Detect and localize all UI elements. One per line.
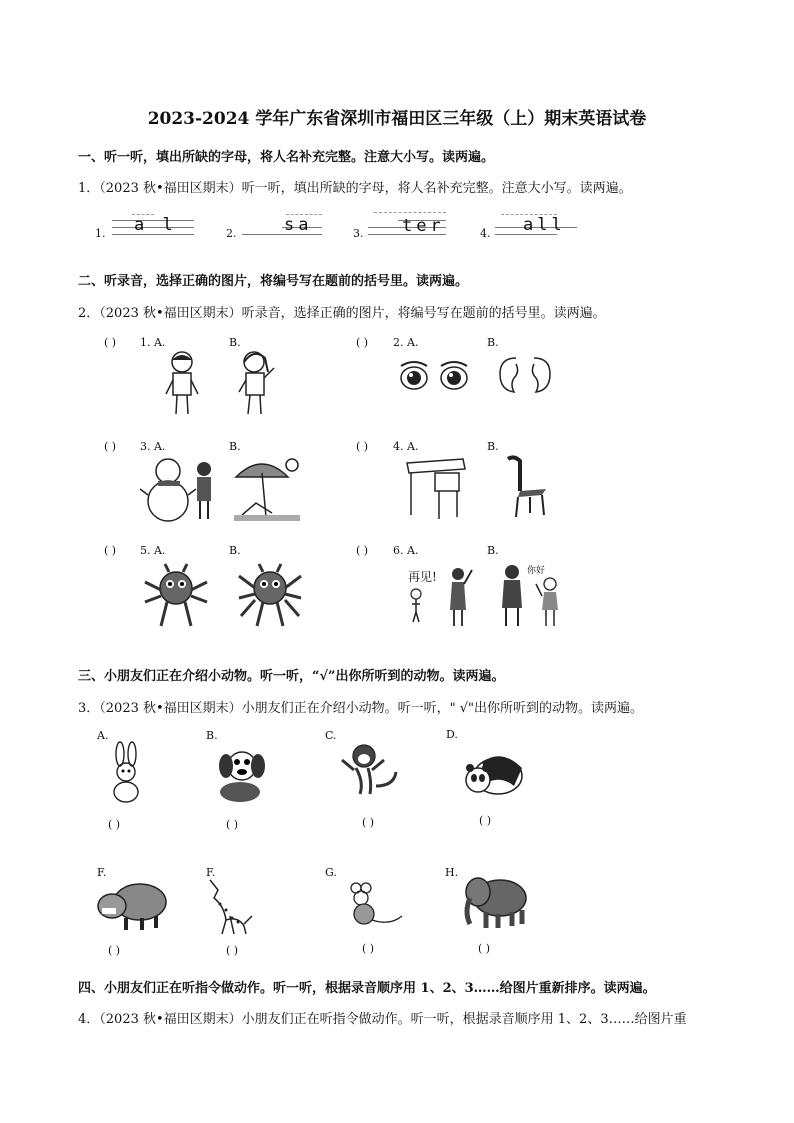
item-label-a: 1. A. xyxy=(140,336,166,349)
rabbit-icon xyxy=(102,742,150,804)
item-number: 4. xyxy=(480,227,491,240)
dog-icon xyxy=(210,746,272,804)
item-number: 2. xyxy=(226,227,237,240)
question-2-text: 2．（2023 秋•福田区期末）听录音，选择正确的图片，将编号写在题前的括号里。读两遍。 xyxy=(78,306,606,321)
handwritten-letters: ter xyxy=(402,216,445,236)
goodbye-scene-icon xyxy=(404,566,476,628)
item-label-a: 6. A. xyxy=(393,544,419,557)
speech-bubble-hello: 你好 xyxy=(527,566,546,576)
snowman-icon xyxy=(140,455,218,523)
section-2-heading: 二、听录音，选择正确的图片，将编号写在题前的括号里。读两遍。 xyxy=(78,274,469,289)
chair-icon xyxy=(502,455,550,521)
blank-item-2 xyxy=(226,222,237,241)
checkbox-paren: ( ) xyxy=(478,942,491,955)
item-label-b: B. xyxy=(487,544,499,557)
blank-item-4 xyxy=(480,222,491,241)
girl-waving-icon xyxy=(234,350,278,416)
section-1-heading: 一、听一听，填出所缺的字母，将人名补充完整。注意大小写。读两遍。 xyxy=(78,150,495,165)
item-label-b: B. xyxy=(229,544,241,557)
answer-paren: ( ) xyxy=(356,440,369,453)
blank-item-1 xyxy=(95,222,106,241)
answer-paren: ( ) xyxy=(104,336,117,349)
handwritten-letters: sa xyxy=(284,215,313,235)
handwriting-lines-1 xyxy=(112,212,194,236)
animal-label: B. xyxy=(206,729,218,742)
handwritten-letters: all xyxy=(523,215,566,235)
checkbox-paren: ( ) xyxy=(108,818,121,831)
item-label-a: 5. A. xyxy=(140,544,166,557)
answer-paren: ( ) xyxy=(356,544,369,557)
checkbox-paren: ( ) xyxy=(226,944,239,957)
item-label-a: 2. A. xyxy=(393,336,419,349)
checkbox-paren: ( ) xyxy=(226,818,239,831)
answer-paren: ( ) xyxy=(356,336,369,349)
checkbox-paren: ( ) xyxy=(479,814,492,827)
eyes-icon xyxy=(398,358,470,394)
section-4-heading: 四、小朋友们正在听指令做动作。听一听，根据录音顺序用 1、2、3……给图片重新排序。读两遍。 xyxy=(78,981,656,996)
handwriting-lines-4 xyxy=(495,212,577,236)
section-3-heading: 三、小朋友们正在介绍小动物。听一听，“√”出你所听到的动物。读两遍。 xyxy=(78,669,505,684)
elephant-icon xyxy=(460,872,532,932)
mouse-icon xyxy=(346,882,404,930)
item-number: 3. xyxy=(353,227,364,240)
checkbox-paren: ( ) xyxy=(362,942,375,955)
animal-label: A. xyxy=(97,729,109,742)
hello-scene-icon xyxy=(498,562,568,628)
panda-icon xyxy=(462,746,526,802)
animal-label: F. xyxy=(206,866,216,879)
answer-paren: ( ) xyxy=(104,440,117,453)
handwriting-lines-3 xyxy=(368,210,446,236)
answer-paren: ( ) xyxy=(104,544,117,557)
animal-label: C. xyxy=(325,729,337,742)
beach-umbrella-icon xyxy=(232,455,304,523)
question-1-text: 1．（2023 秋•福田区期末）听一听，填出所缺的字母，将人名补充完整。注意大小写。读两遍。 xyxy=(78,181,632,196)
spider-monster-icon xyxy=(143,562,209,632)
question-3-text: 3．（2023 秋•福田区期末）小朋友们正在介绍小动物。听一听，" √"出你所听到的动物。读两遍。 xyxy=(78,701,644,716)
page-title: 2023-2024 学年广东省深圳市福田区三年级（上）期末英语试卷 xyxy=(147,109,647,129)
checkbox-paren: ( ) xyxy=(362,816,375,829)
animal-label: F. xyxy=(97,866,107,879)
speech-bubble-goodbye: 再见! xyxy=(408,570,437,584)
handwriting-lines-2 xyxy=(242,212,322,236)
spider-monster-icon xyxy=(237,562,303,632)
hippo-icon xyxy=(98,878,168,934)
item-label-a: 3. A. xyxy=(140,440,166,453)
animal-label: H. xyxy=(445,866,459,879)
animal-label: D. xyxy=(446,728,458,741)
question-4-text: 4．（2023 秋•福田区期末）小朋友们正在听指令做动作。听一听，根据录音顺序用 1、2、3……给图片重 xyxy=(78,1012,687,1027)
handwritten-letters: a l xyxy=(134,215,177,235)
item-label-b: B. xyxy=(487,440,499,453)
girl-standing-icon xyxy=(160,350,204,416)
desk-icon xyxy=(405,455,467,521)
blank-item-3 xyxy=(353,222,364,241)
monkey-icon xyxy=(340,742,402,806)
item-label-b: B. xyxy=(487,336,499,349)
item-label-b: B. xyxy=(229,336,241,349)
leopard-icon xyxy=(204,876,256,936)
item-number: 1. xyxy=(95,227,106,240)
item-label-a: 4. A. xyxy=(393,440,419,453)
ears-icon xyxy=(496,354,554,396)
checkbox-paren: ( ) xyxy=(108,944,121,957)
animal-label: G. xyxy=(325,866,337,879)
item-label-b: B. xyxy=(229,440,241,453)
